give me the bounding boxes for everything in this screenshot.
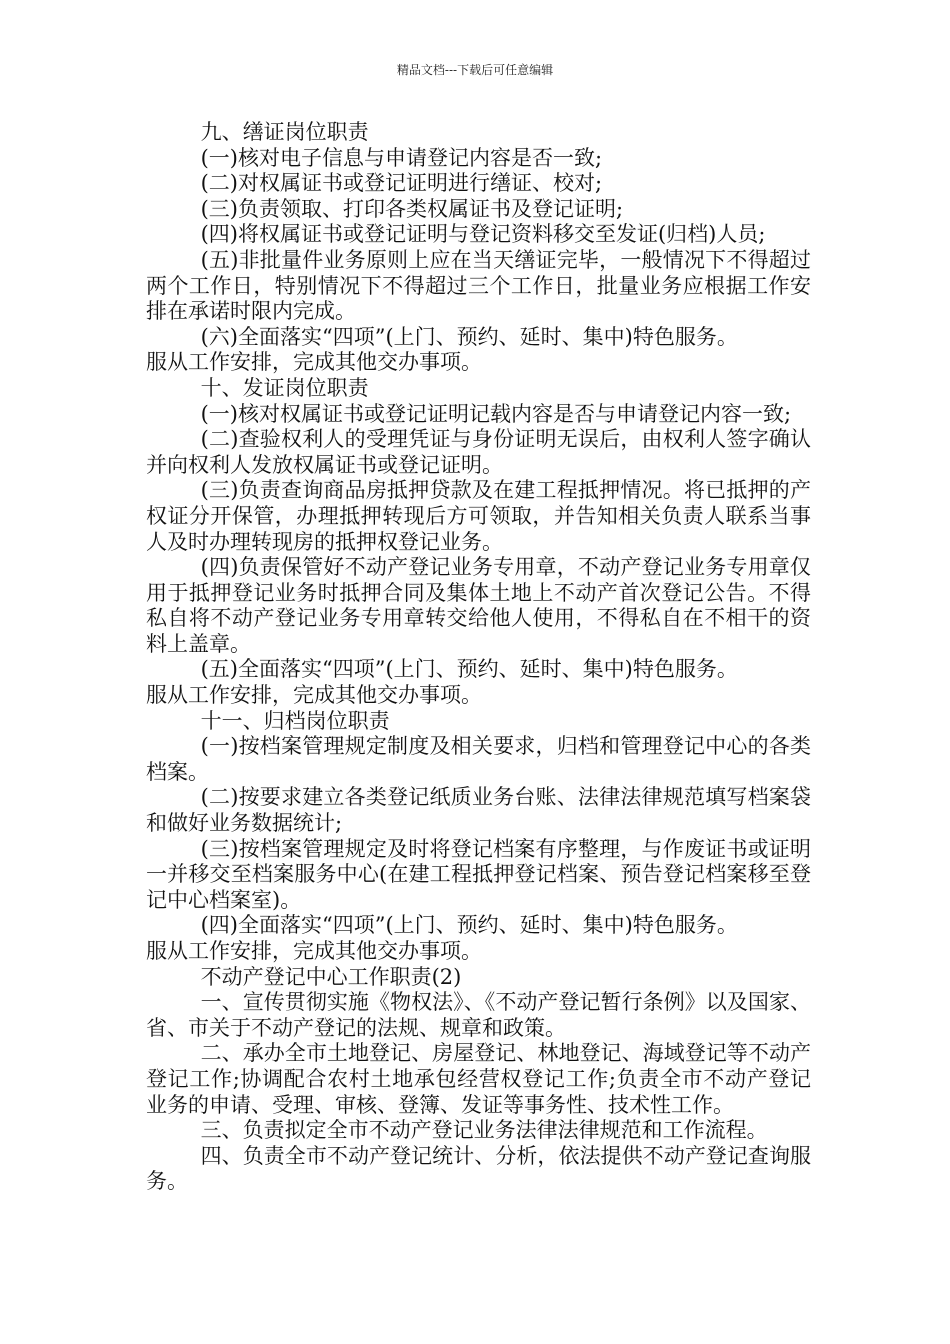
paragraph: (一)核对电子信息与申请登记内容是否一致;	[200, 145, 603, 170]
section-heading-10: 十、发证岗位职责	[200, 375, 369, 400]
paragraph: (一)按档案管理规定制度及相关要求，归档和管理登记中心的各类档案。	[146, 734, 811, 784]
paragraph: 服从工作安排，完成其他交办事项。	[146, 939, 482, 963]
paragraph: (三)负责领取、打印各类权属证书及登记证明;	[200, 196, 624, 221]
paragraph: (三)负责查询商品房抵押贷款及在建工程抵押情况。将已抵押的产权证分开保管，办理抵押转现后方可领取，并告知相关负责人联系当事人及时办理转现房的抵押权登记业务。	[146, 478, 811, 554]
paragraph: (二)按要求建立各类登记纸质业务台账、法律法律规范填写档案袋和做好业务数据统计;	[146, 785, 811, 836]
page-header: 精品文档---下载后可任意编辑	[396, 63, 554, 77]
document-subtitle: 不动产登记中心工作职责(2)	[200, 964, 462, 989]
section-heading-11: 十一、归档岗位职责	[200, 708, 390, 733]
paragraph: 四、负责全市不动产登记统计、分析，依法提供不动产登记查询服务。	[146, 1143, 811, 1194]
paragraph: (五)全面落实“四项”(上门、预约、延时、集中)特色服务。	[200, 657, 738, 682]
paragraph: 三、负责拟定全市不动产登记业务法律法律规范和工作流程。	[200, 1118, 768, 1143]
paragraph: (一)核对权属证书或登记证明记载内容是否与申请登记内容一致;	[200, 401, 792, 426]
paragraph: (五)非批量件业务原则上应在当天缮证完毕，一般情况下不得超过两个工作日，特别情况下不得超过三个工作日，批量业务应根据工作安排在承诺时限内完成。	[146, 247, 811, 324]
paragraph: 二、承办全市土地登记、房屋登记、林地登记、海域登记等不动产登记工作;协调配合农村土地承包经营权登记工作;负责全市不动产登记业务的申请、受理、审核、登簿、发证等事务性、技术性工作。	[146, 1041, 811, 1117]
paragraph: (六)全面落实“四项”(上门、预约、延时、集中)特色服务。	[200, 324, 738, 349]
paragraph: (二)对权属证书或登记证明进行缮证、校对;	[200, 171, 603, 196]
document-body	[146, 120, 811, 1195]
paragraph: (四)负责保管好不动产登记业务专用章，不动产登记业务专用章仅用于抵押登记业务时抵押合同及集体土地上不动产首次登记公告。不得私自将不动产登记业务专用章转交给他人使用，不得私自在不相干的资料上盖章。	[146, 555, 811, 656]
paragraph: 服从工作安排，完成其他交办事项。	[146, 350, 482, 375]
section-heading-9: 九、缮证岗位职责	[200, 120, 369, 144]
paragraph: (四)将权属证书或登记证明与登记资料移交至发证(归档)人员;	[200, 222, 766, 247]
paragraph: (四)全面落实“四项”(上门、预约、延时、集中)特色服务。	[200, 913, 738, 938]
paragraph: 一、宣传贯彻实施《物权法》、《不动产登记暂行条例》以及国家、省、市关于不动产登记的法规、规章和政策。	[146, 990, 811, 1040]
paragraph: 服从工作安排，完成其他交办事项。	[146, 683, 482, 708]
paragraph: (二)查验权利人的受理凭证与身份证明无误后，由权利人签字确认并向权利人发放权属证书或登记证明。	[146, 427, 811, 477]
paragraph: (三)按档案管理规定及时将登记档案有序整理，与作废证书或证明一并移交至档案服务中心(在建工程抵押登记档案、预告登记档案移至登记中心档案室)。	[146, 836, 811, 912]
